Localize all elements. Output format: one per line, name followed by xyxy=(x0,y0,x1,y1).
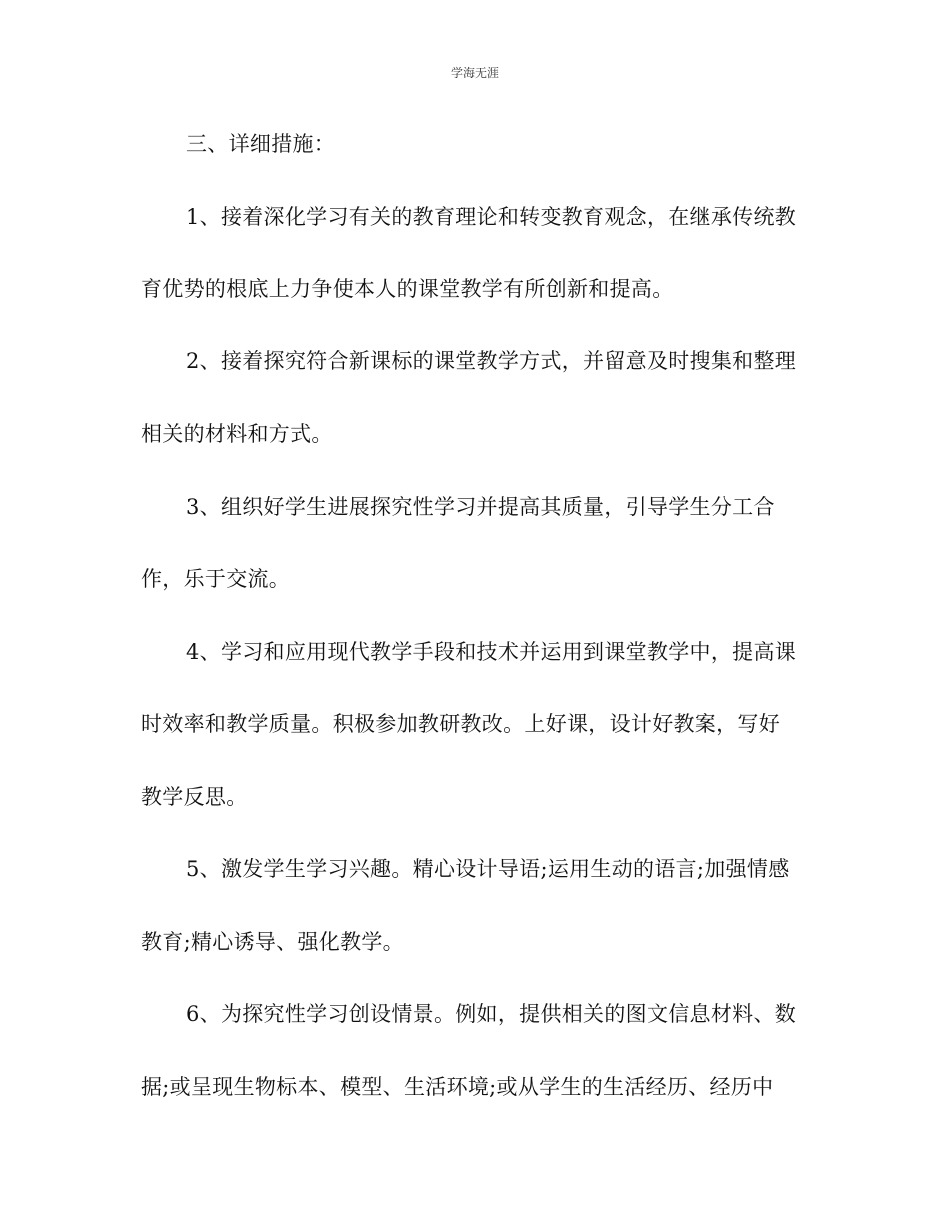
section-heading: 三、详细措施： xyxy=(186,132,336,156)
item-4-line-1: 4、学习和应用现代教学手段和技术并运用到课堂教学中，提高课 xyxy=(186,640,797,664)
item-5-line-1: 5、激发学生学习兴趣。精心设计导语;运用生动的语言;加强情感 xyxy=(186,857,790,881)
item-6-line-1: 6、为探究性学习创设情景。例如，提供相关的图文信息材料、数 xyxy=(186,1002,797,1026)
item-1-line-2: 育优势的根底上力争使本人的课堂教学有所创新和提高。 xyxy=(141,277,674,301)
item-3-line-1: 3、组织好学生进展探究性学习并提高其质量，引导学生分工合 xyxy=(186,495,775,519)
item-1-line-1: 1、接着深化学习有关的教育理论和转变教育观念，在继承传统教 xyxy=(186,205,797,229)
page-header: 学海无涯 xyxy=(450,66,499,80)
item-6-line-2: 据;或呈现生物标本、模型、生活环境;或从学生的生活经历、经历中 xyxy=(141,1075,774,1099)
item-4-line-2: 时效率和教学质量。积极参加教研教改。上好课，设计好教案，写好 xyxy=(141,712,780,736)
item-2-line-2: 相关的材料和方式。 xyxy=(141,422,333,446)
item-5-line-2: 教育;精心诱导、强化教学。 xyxy=(141,930,404,954)
item-2-line-1: 2、接着探究符合新课标的课堂教学方式，并留意及时搜集和整理 xyxy=(186,349,797,373)
item-3-line-2: 作，乐于交流。 xyxy=(141,567,291,591)
item-4-line-3: 教学反思。 xyxy=(141,785,248,809)
